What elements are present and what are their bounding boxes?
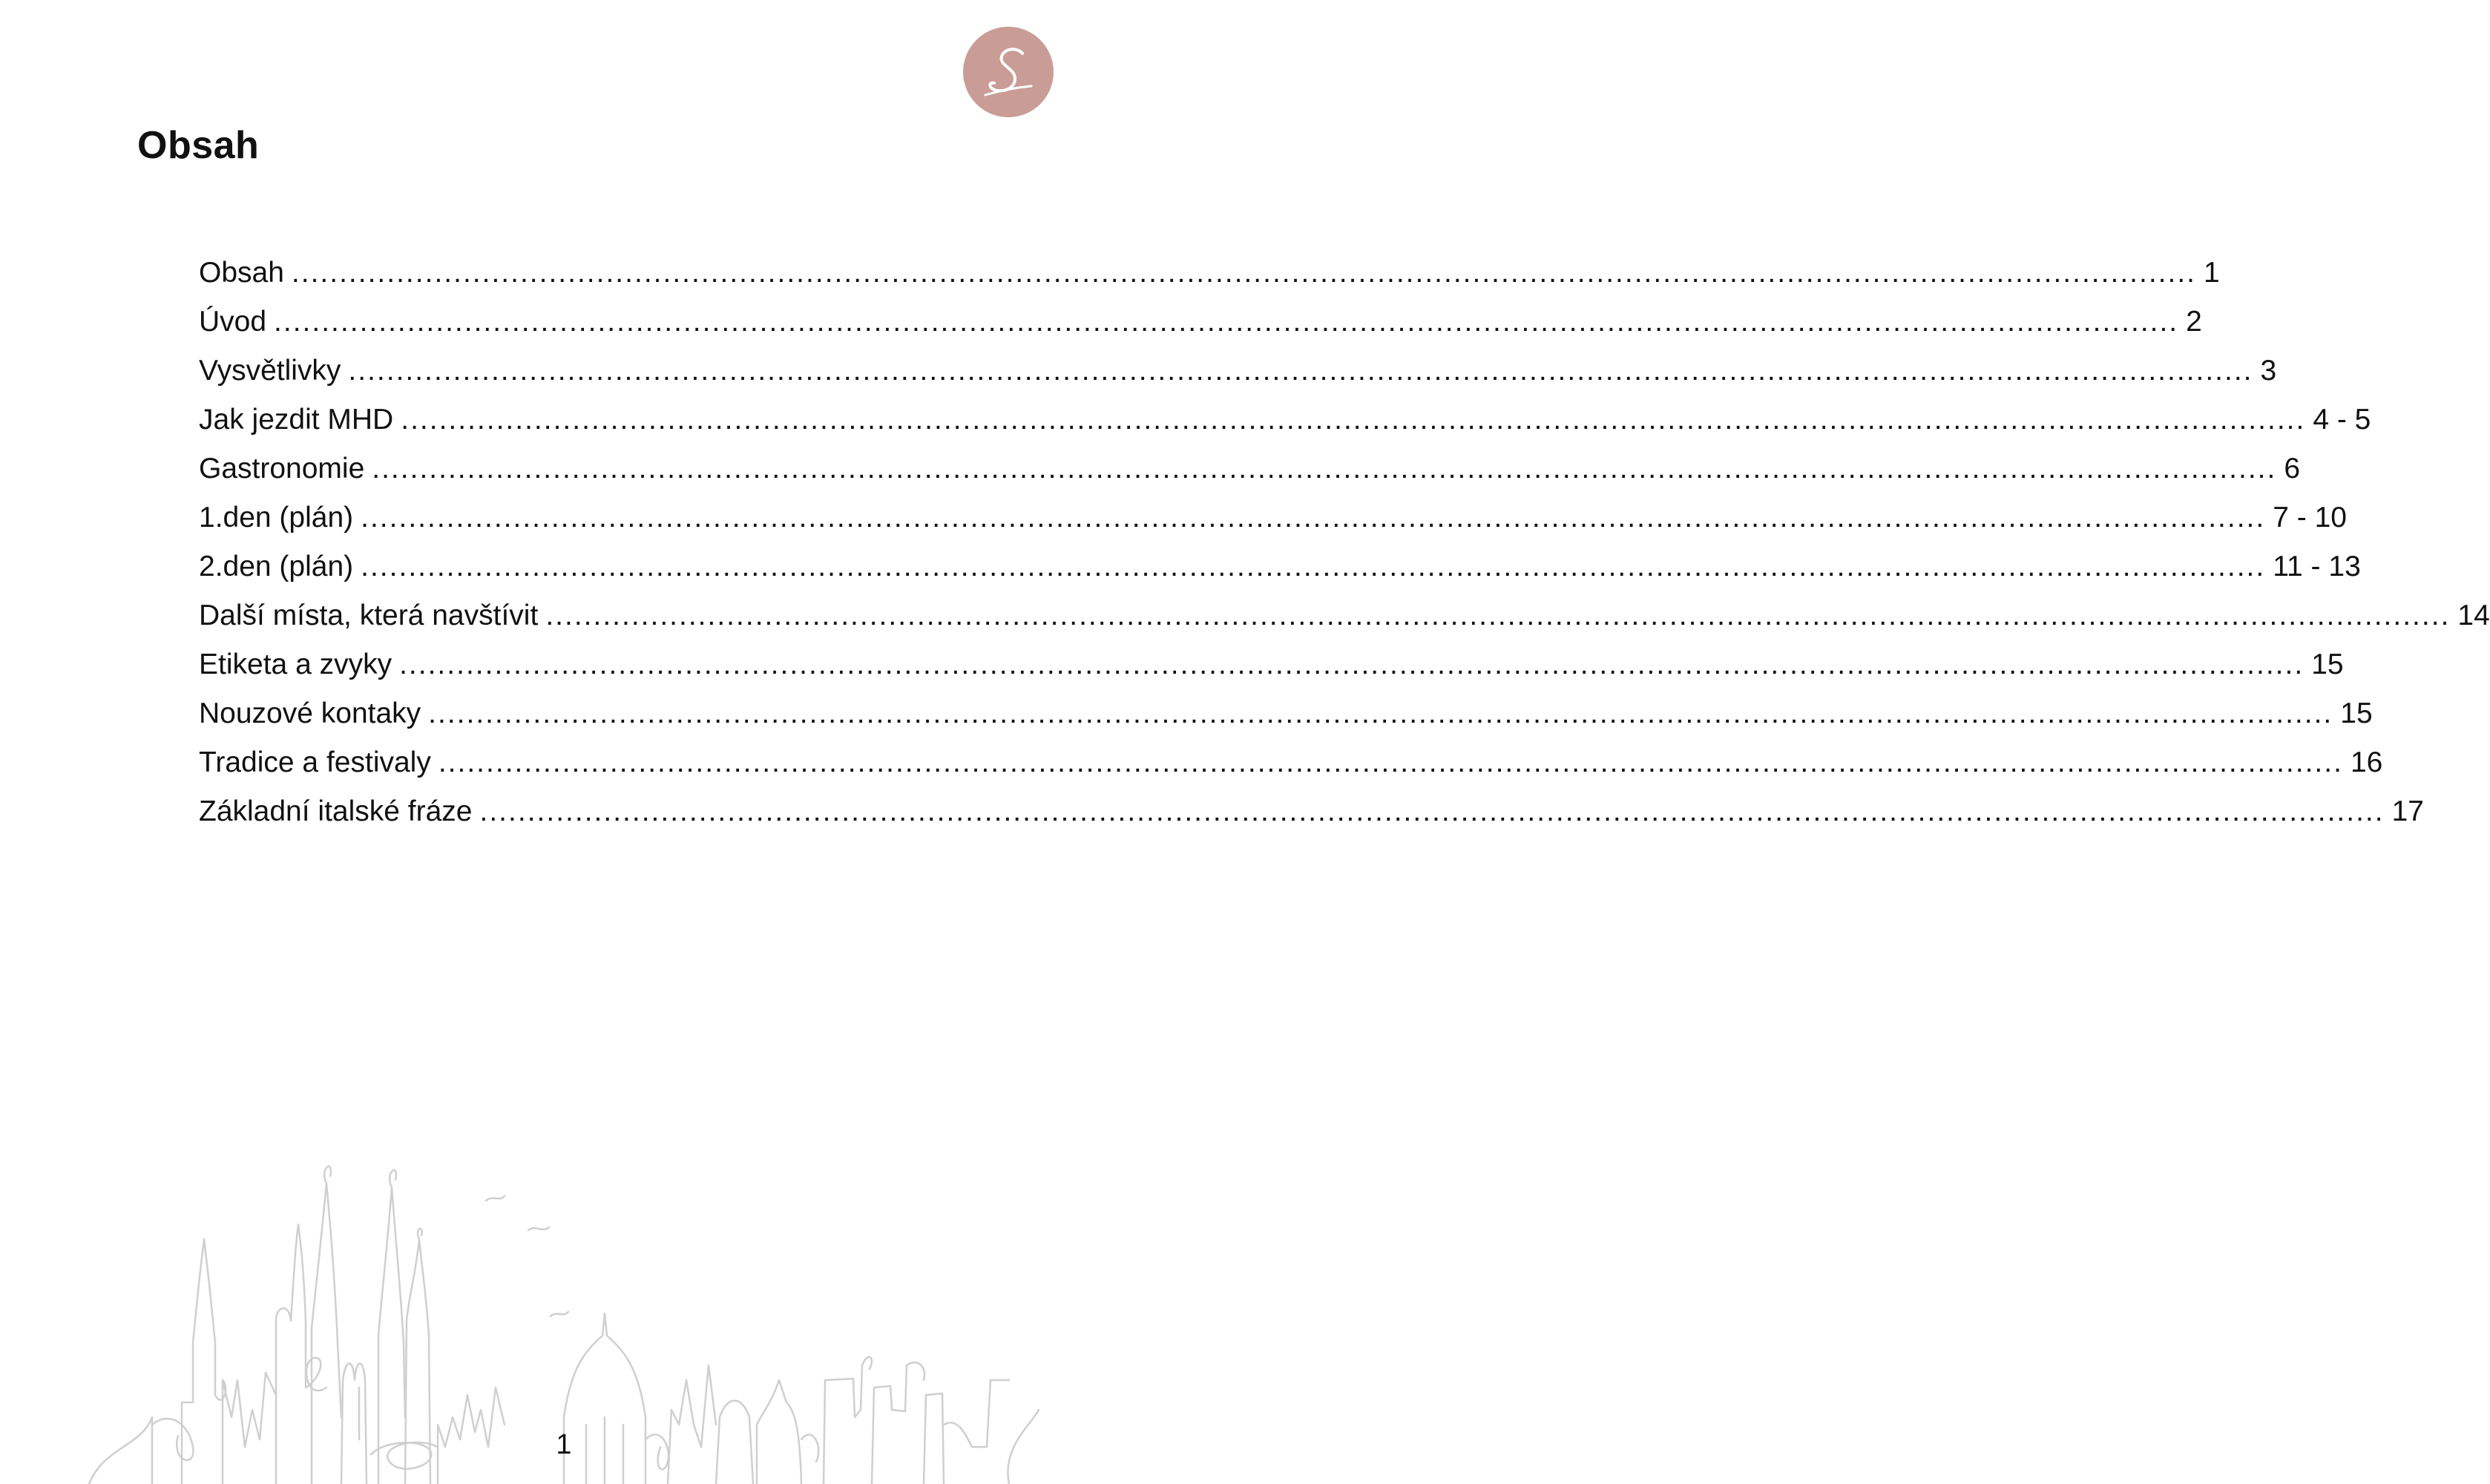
toc-dot-leader: ........................................................................................................................................................................................................ xyxy=(361,551,2266,582)
toc-entry-page: 6 xyxy=(2284,453,2301,485)
toc-dot-leader: ........................................................................................................................................................................................................ xyxy=(428,697,2333,729)
toc-entry[interactable] xyxy=(199,689,2373,738)
toc-entry-page: 1 xyxy=(2204,257,2220,289)
toc-entry-page: 16 xyxy=(2350,746,2383,778)
toc-entry-page: 7 - 10 xyxy=(2273,502,2347,533)
toc-entry[interactable] xyxy=(199,591,2490,640)
toc-entry-label: Další místa, která navštívit xyxy=(199,600,539,631)
toc-entry-label: Etiketa a zvyky xyxy=(199,649,392,680)
toc-entry[interactable] xyxy=(199,395,2371,444)
toc-dot-leader: ........................................................................................................................................................................................................ xyxy=(348,355,2253,387)
toc-dot-leader: ........................................................................................................................................................................................................ xyxy=(438,746,2343,778)
script-s-monogram-icon xyxy=(963,27,1054,117)
toc-entry-page: 11 - 13 xyxy=(2273,551,2361,582)
toc-entry[interactable] xyxy=(199,738,2383,787)
table-of-contents xyxy=(199,249,2490,836)
toc-entry-label: Základní italské fráze xyxy=(199,795,473,827)
toc-entry-page: 2 xyxy=(2186,306,2202,338)
toc-entry[interactable] xyxy=(199,347,2277,395)
toc-entry-page: 15 xyxy=(2340,697,2373,729)
toc-entry-label: Tradice a festivaly xyxy=(199,746,431,778)
toc-entry[interactable] xyxy=(199,249,2220,298)
toc-entry[interactable] xyxy=(199,787,2424,836)
toc-dot-leader: ........................................................................................................................................................................................................ xyxy=(401,404,2306,436)
toc-dot-leader: ........................................................................................................................................................................................................ xyxy=(399,649,2305,680)
toc-dot-leader: ........................................................................................................................................................................................................ xyxy=(274,306,2179,338)
toc-entry[interactable] xyxy=(199,298,2202,347)
toc-entry[interactable] xyxy=(199,640,2344,689)
toc-entry-label: Nouzové kontaky xyxy=(199,697,421,729)
toc-entry[interactable] xyxy=(199,542,2361,591)
page-number: 1 xyxy=(556,1429,572,1460)
toc-dot-leader: ........................................................................................................................................................................................................ xyxy=(479,795,2385,827)
toc-entry[interactable] xyxy=(199,444,2301,493)
toc-entry-label: 2.den (plán) xyxy=(199,551,354,582)
toc-dot-leader: ........................................................................................................................................................................................................ xyxy=(361,502,2266,533)
toc-entry-page: 15 xyxy=(2311,649,2344,680)
toc-entry-page: 4 - 5 xyxy=(2313,404,2371,436)
toc-entry-label: Gastronomie xyxy=(199,453,365,485)
page-title: Obsah xyxy=(137,124,260,167)
toc-entry-label: Úvod xyxy=(199,306,267,338)
toc-entry[interactable] xyxy=(199,493,2347,542)
toc-entry-label: Jak jezdit MHD xyxy=(199,404,394,436)
toc-entry-label: Vysvětlivky xyxy=(199,355,341,387)
toc-entry-page: 3 xyxy=(2260,355,2277,387)
city-skyline-illustration xyxy=(0,1098,1113,1484)
toc-entry-label: 1.den (plán) xyxy=(199,502,354,533)
toc-entry-label: Obsah xyxy=(199,257,284,289)
toc-dot-leader: ........................................................................................................................................................................................................ xyxy=(372,453,2277,485)
toc-dot-leader: ........................................................................................................................................................................................................ xyxy=(545,600,2451,631)
toc-entry-page: 14 xyxy=(2457,600,2490,631)
toc-dot-leader: ........................................................................................................................................................................................................ xyxy=(291,257,2196,289)
toc-entry-page: 17 xyxy=(2391,795,2424,827)
logo-badge xyxy=(963,27,1054,117)
